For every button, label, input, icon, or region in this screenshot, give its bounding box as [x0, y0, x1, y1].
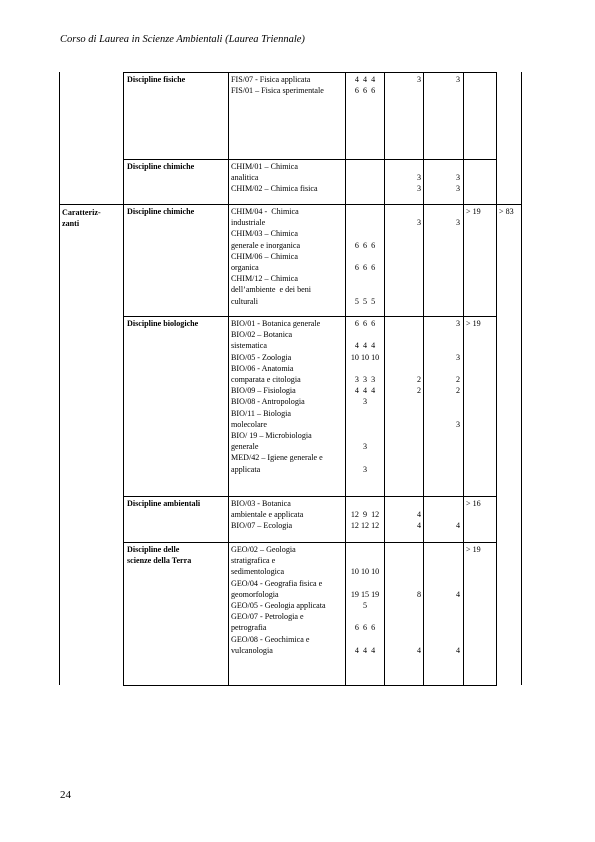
ssd-entry: CHIM/03 – Chimica	[231, 229, 298, 239]
cfu-min-b: 2	[455, 386, 460, 396]
ssd-entry: FIS/07 - Fisica applicata	[231, 75, 311, 84]
ambito-label: Discipline fisiche	[127, 75, 186, 84]
cfu-min-b: 4	[455, 645, 460, 655]
cfu-value: 6 6 6	[354, 319, 376, 328]
cfu-min-a: 2	[416, 386, 421, 396]
ssd-entry: BIO/01 - Botanica generale	[231, 319, 321, 328]
running-header: Corso di Laurea in Scienze Ambientali (Laurea Triennale)	[60, 34, 305, 45]
cfu-min-b: 3	[455, 419, 460, 429]
cfu-value: 12 9 12	[350, 510, 380, 520]
ambito-minimum: > 19	[466, 207, 481, 216]
cfu-min-b: 3	[455, 319, 460, 328]
ambito-minimum: > 19	[466, 545, 481, 554]
ssd-entry: sedimentologica	[231, 567, 285, 577]
ssd-entry: BIO/07 – Ecologia	[231, 521, 293, 531]
ssd-entry: GEO/08 - Geochimica e	[231, 634, 310, 644]
cfu-value: 10 10 10	[350, 567, 380, 577]
column-rule-d	[496, 72, 497, 685]
ambito-label: Discipline chimiche	[127, 207, 195, 216]
cfu-min-b: 4	[455, 589, 460, 599]
ambito-label: Discipline biologiche	[127, 319, 199, 328]
ssd-entry: BIO/11 – Biologia	[231, 408, 291, 418]
ssd-entry: GEO/05 - Geologia applicata	[231, 601, 326, 610]
cfu-value: 6 6 6	[354, 240, 376, 250]
area-total: > 83	[499, 207, 514, 216]
ssd-entry: ambientale e applicata	[231, 510, 304, 520]
cfu-min-a: 3	[416, 75, 421, 84]
ambito-label: scienze della Terra	[127, 556, 192, 566]
ssd-entry: analitica	[231, 173, 259, 183]
area-label: zanti	[62, 219, 80, 229]
cfu-value: 5 5 5	[354, 296, 376, 306]
ssd-entry: MED/42 – Igiene generale e	[231, 453, 323, 463]
ssd-entry: dell’ambiente e dei beni	[231, 285, 312, 295]
cfu-value: 3	[362, 464, 368, 474]
ssd-entry: BIO/09 – Fisiologia	[231, 386, 296, 396]
ssd-entry: GEO/04 - Geografia fisica e	[231, 578, 323, 588]
cfu-min-a: 4	[416, 510, 421, 520]
column-rule-e	[521, 72, 522, 685]
ssd-entry: stratigrafica e	[231, 556, 276, 566]
cfu-value: 3	[362, 397, 368, 407]
ambito-label: Discipline delle	[127, 545, 180, 554]
ssd-entry: petrografia	[231, 623, 267, 633]
ssd-entry: industriale	[231, 218, 266, 228]
area-label: Caratteriz-	[62, 208, 101, 217]
ssd-entry: BIO/08 - Antropologia	[231, 397, 305, 407]
column-rule-area	[59, 72, 60, 685]
cfu-min-b: 3	[455, 184, 460, 194]
ssd-entry: geomorfologia	[231, 589, 279, 599]
ssd-entry: CHIM/04 - Chimica	[231, 207, 299, 216]
column-rule-ambito	[123, 72, 124, 685]
ssd-entry: GEO/02 – Geologia	[231, 545, 296, 554]
ssd-entry: applicata	[231, 464, 261, 474]
ssd-entry: BIO/03 - Botanica	[231, 499, 291, 508]
cfu-value: 6 6 6	[354, 623, 376, 633]
ssd-entry: BIO/05 - Zoologia	[231, 352, 292, 362]
row-rule	[123, 496, 497, 497]
row-rule	[59, 204, 522, 205]
cfu-value: 6 6 6	[354, 86, 376, 96]
column-rule-c	[463, 72, 464, 685]
ssd-entry: molecolare	[231, 419, 267, 429]
ssd-entry: CHIM/06 – Chimica	[231, 251, 298, 261]
cfu-value: 3 3 3	[354, 375, 376, 384]
ssd-entry: GEO/07 - Petrologia e	[231, 612, 304, 622]
ssd-entry: sistematica	[231, 341, 267, 351]
cfu-value: 4 4 4	[354, 341, 376, 351]
cfu-value: 3	[362, 442, 368, 452]
ssd-entry: BIO/06 - Anatomia	[231, 363, 294, 373]
cfu-value: 12 12 12	[350, 521, 380, 531]
cfu-min-a: 2	[416, 375, 421, 384]
ssd-entry: BIO/ 19 – Microbiologia	[231, 431, 312, 440]
ssd-entry: CHIM/01 – Chimica	[231, 162, 298, 171]
cfu-value: 19 15 19	[350, 589, 380, 599]
cfu-min-b: 3	[455, 218, 460, 228]
ssd-entry: comparata e citologia	[231, 375, 301, 384]
page-number: 24	[60, 789, 71, 801]
cfu-value: 4 4 4	[354, 386, 376, 396]
row-rule	[123, 542, 497, 543]
cfu-min-b: 3	[455, 352, 460, 362]
ambito-label: Discipline ambientali	[127, 499, 201, 508]
cfu-min-a: 3	[416, 218, 421, 228]
cfu-value: 5	[362, 601, 368, 610]
ssd-entry: BIO/02 – Botanica	[231, 330, 293, 340]
row-rule	[123, 72, 497, 73]
ssd-entry: organica	[231, 263, 259, 272]
row-rule	[123, 685, 497, 686]
cfu-min-b: 4	[455, 521, 460, 531]
row-rule	[123, 159, 497, 160]
cfu-value: 4 4 4	[354, 75, 376, 84]
ambito-minimum: > 19	[466, 319, 481, 328]
row-rule	[123, 316, 497, 317]
ambito-minimum: > 16	[466, 499, 481, 508]
cfu-min-b: 3	[455, 173, 460, 183]
ssd-entry: CHIM/02 – Chimica fisica	[231, 184, 318, 194]
ssd-entry: generale	[231, 442, 259, 452]
cfu-min-a: 8	[416, 589, 421, 599]
ssd-entry: generale e inorganica	[231, 240, 301, 250]
cfu-value: 4 4 4	[354, 645, 376, 655]
cfu-min-b: 3	[455, 75, 460, 84]
cfu-min-a: 3	[416, 184, 421, 194]
ssd-entry: culturali	[231, 296, 258, 306]
ssd-entry: CHIM/12 – Chimica	[231, 274, 298, 284]
ssd-entry: FIS/01 – Fisica sperimentale	[231, 86, 324, 96]
ambito-label: Discipline chimiche	[127, 162, 195, 171]
cfu-value: 6 6 6	[354, 263, 376, 272]
column-rule-ssd	[228, 72, 229, 685]
cfu-min-a: 4	[416, 645, 421, 655]
ssd-entry: vulcanologia	[231, 645, 273, 655]
cfu-min-a: 3	[416, 173, 421, 183]
cfu-min-a: 4	[416, 521, 421, 531]
cfu-value: 10 10 10	[350, 352, 380, 362]
cfu-min-b: 2	[455, 375, 460, 384]
